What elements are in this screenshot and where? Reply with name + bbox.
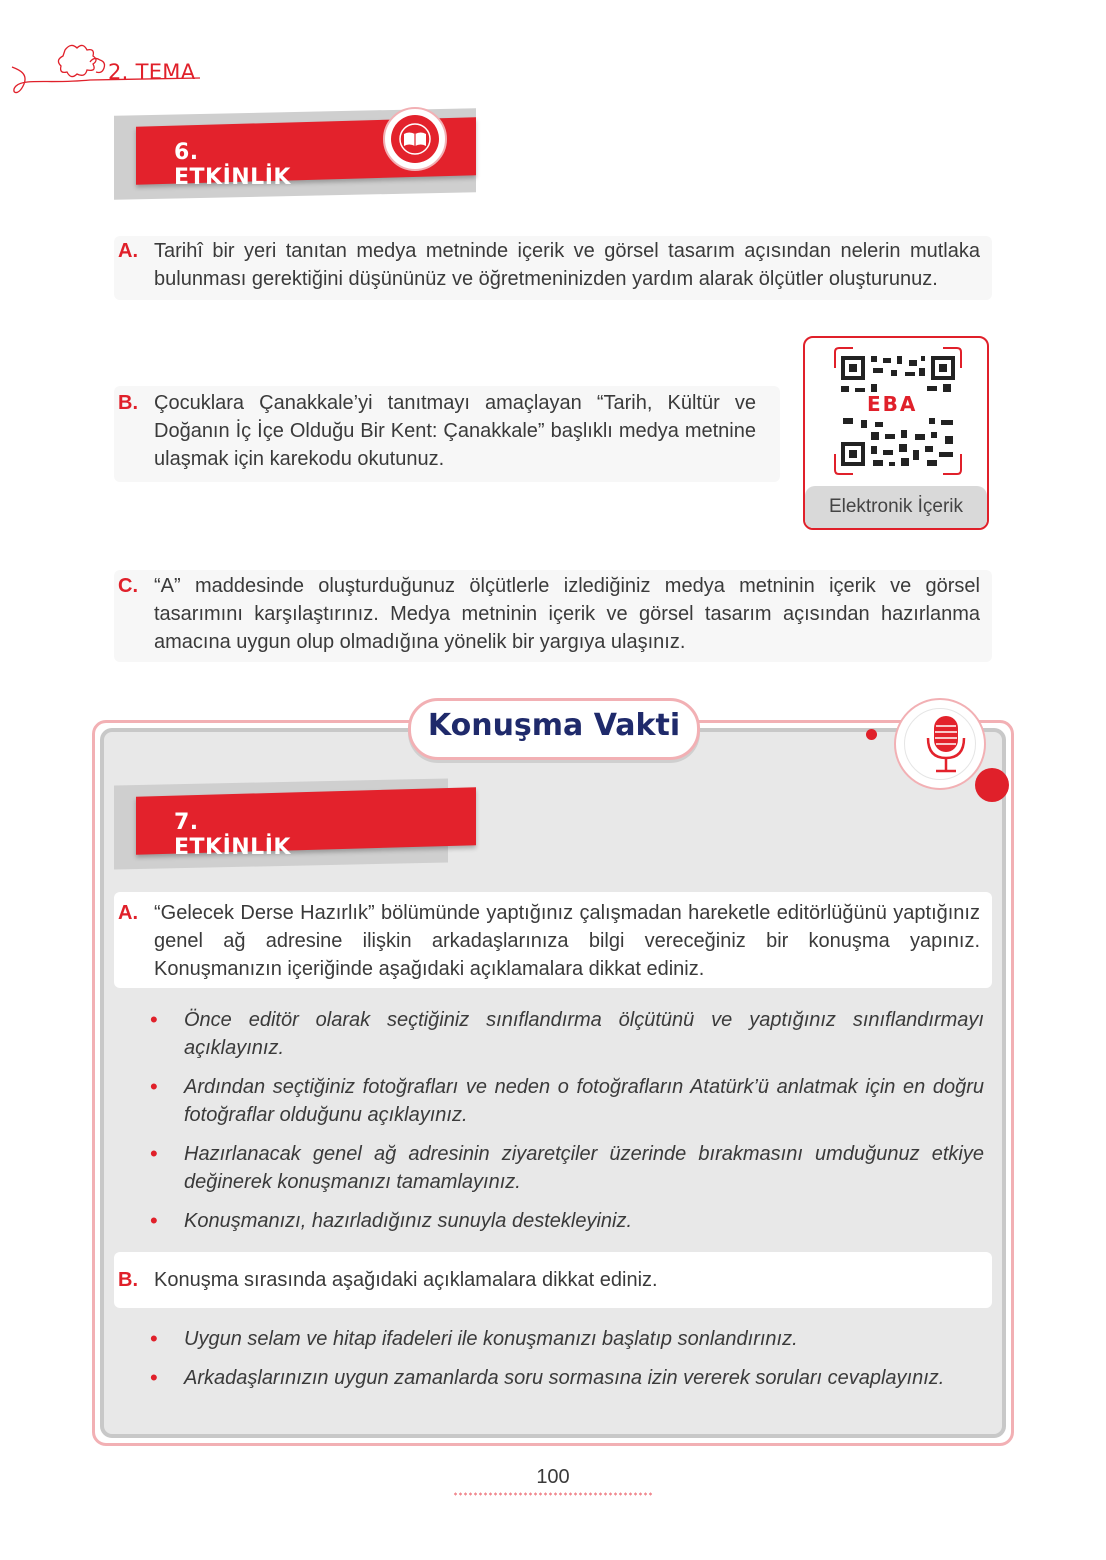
item-letter: B. bbox=[118, 1269, 138, 1291]
bullet-icon: • bbox=[150, 1208, 158, 1233]
activity-7-item-b bbox=[118, 1266, 980, 1294]
list-item-text: Arkadaşlarınızın uygun zamanlarda soru sormasına izin vererek soruları cevaplayınız. bbox=[184, 1367, 945, 1389]
section-title: Konuşma Vakti bbox=[427, 708, 681, 743]
page-number-underline bbox=[453, 1492, 653, 1496]
qr-caption: Elektronik İçerik bbox=[805, 486, 987, 528]
book-icon bbox=[382, 106, 448, 172]
list-item bbox=[150, 1073, 984, 1129]
activity-6-item-c bbox=[118, 572, 980, 656]
list-item-text: Uygun selam ve hitap ifadeleri ile konuşmanızı başlatıp sonlandırınız. bbox=[184, 1328, 798, 1350]
bullet-icon: • bbox=[150, 1007, 158, 1032]
activity-7-title: 7. ETKİNLİK bbox=[174, 810, 291, 860]
activity-6-title: 6. ETKİNLİK bbox=[174, 140, 291, 190]
list-item bbox=[150, 1364, 984, 1392]
item-letter: A. bbox=[118, 902, 138, 924]
list-item-text: Önce editör olarak seçtiğiniz sınıflandırma ölçütünü ve yaptığınız sınıflandırmayı açıklayınız. bbox=[184, 1009, 984, 1059]
list-item bbox=[150, 1207, 984, 1235]
microphone-icon bbox=[918, 712, 974, 778]
list-item bbox=[150, 1325, 984, 1353]
list-item-text: Konuşmanızı, hazırladığınız sunuyla destekleyiniz. bbox=[184, 1210, 633, 1232]
bullet-icon: • bbox=[150, 1365, 158, 1390]
decor-dot bbox=[866, 729, 877, 740]
item-letter: A. bbox=[118, 240, 138, 262]
item-text: “Gelecek Derse Hazırlık” bölümünde yaptığınız çalışmadan hareketle editörlüğünü yaptığınız genel ağ adresine ilişkin arkadaşlarınıza bilgi vereceğiniz bir konuşma yapınız. Konuşmanızın içeriğinde aşağıdaki açıklamalara dikkat ediniz. bbox=[154, 902, 980, 980]
item-text: Tarihî bir yeri tanıtan medya metninde içerik ve görsel tasarım açısından nelerin mutlaka bulunması gerektiğini düşününüz ve öğretmeninizden yardım alarak ölçütler oluşturunuz. bbox=[154, 240, 980, 290]
list-item-text: Ardından seçtiğiniz fotoğrafları ve neden o fotoğrafların Atatürk’ü anlatmak için en doğru fotoğraflar olduğunu açıklayınız. bbox=[184, 1076, 984, 1126]
item-text: Çocuklara Çanakkale’yi tanıtmayı amaçlayan “Tarih, Kültür ve Doğanın İç İçe Olduğu Bir Kent: Çanakkale” başlıklı medya metnine ulaşmak için karekodu okutunuz. bbox=[154, 392, 756, 470]
item-letter: B. bbox=[118, 392, 138, 414]
item-letter: C. bbox=[118, 575, 138, 597]
item-text: “A” maddesinde oluşturduğunuz ölçütlerle izlediğiniz medya metninin içerik ve görsel tasarımını karşılaştırınız. Medya metninin içerik ve görsel tasarım açısından hazırlanma amacına uygun olup olmadığına yönelik bir yargıya ulaşınız. bbox=[154, 575, 980, 653]
activity-6-item-a bbox=[118, 237, 980, 293]
qr-card[interactable] bbox=[803, 336, 989, 530]
list-item bbox=[150, 1140, 984, 1196]
page-number: 100 bbox=[536, 1466, 570, 1488]
eba-logo: EBA bbox=[867, 392, 918, 416]
theme-label: 2. TEMA bbox=[108, 60, 196, 84]
item-text: Konuşma sırasında aşağıdaki açıklamalara dikkat ediniz. bbox=[154, 1269, 658, 1291]
activity-6-item-b bbox=[118, 389, 756, 473]
decor-dot-large bbox=[975, 768, 1009, 802]
bullet-icon: • bbox=[150, 1326, 158, 1351]
list-item bbox=[150, 1006, 984, 1062]
bullet-icon: • bbox=[150, 1141, 158, 1166]
item-a-bullet-list bbox=[150, 1006, 984, 1246]
bullet-icon: • bbox=[150, 1074, 158, 1099]
item-b-bullet-list bbox=[150, 1325, 984, 1403]
activity-7-item-a bbox=[118, 899, 980, 983]
list-item-text: Hazırlanacak genel ağ adresinin ziyaretçiler üzerinde bırakmasını umduğunuz etkiye değinerek konuşmanızı tamamlayınız. bbox=[184, 1143, 984, 1193]
